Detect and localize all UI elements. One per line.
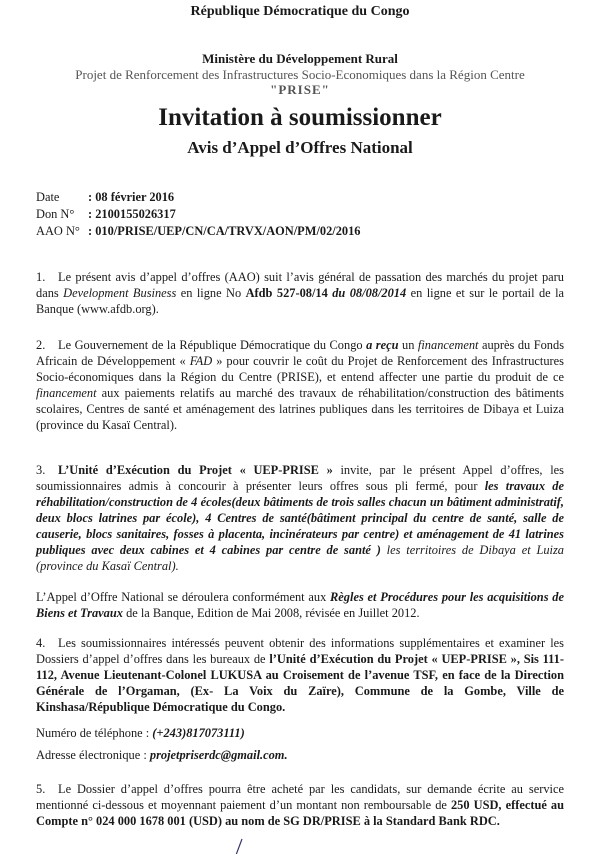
text-run: » pour couvrir le coût du Projet de Renforcement des Infrastructures Socio-économiques dans la Région du Centre (PRISE), et entend affecter une partie du produit de ce (36, 354, 564, 384)
text-run: de la Banque, Edition de Mai 2008, révisée en Juillet 2012. (122, 606, 420, 620)
project-heading: Projet de Renforcement des Infrastructures Socio-Economiques dans la Région Centre (75, 67, 525, 82)
phone-label: Numéro de téléphone : (36, 726, 153, 740)
paragraph-4 (36, 635, 564, 715)
email-link[interactable]: projetpriserdc@gmail.com. (149, 748, 288, 762)
page-title: Invitation à soumissionner (158, 104, 442, 131)
signature-mark-icon (232, 838, 246, 854)
text-run: Le Gouvernement de la République Démocratique du Congo (58, 338, 367, 352)
text-run: 250 USD, effectué au Compte n° 024 000 1678 001 (USD) au nom de SG DR/PRISE à la Standard Bank RDC. (36, 798, 564, 828)
aao-label: AAO N° (36, 224, 80, 238)
paragraph-number: 2. (36, 338, 46, 352)
project-acronym: "PRISE" (270, 82, 330, 97)
text-run: L’Appel d’Offre National se déroulera conformément aux (36, 590, 331, 604)
text-run: invite, par le présent Appel d’offres, les soumissionnaires admis à concourir à présenter leurs offres sous pli fermé, pour (36, 463, 564, 493)
ministry-heading: Ministère du Développement Rural (202, 51, 398, 66)
paragraph-5 (36, 781, 564, 829)
text-run: Development Business (63, 286, 177, 300)
text-run: en ligne No (176, 286, 246, 300)
email-label: Adresse électronique : (36, 748, 150, 762)
text-run: en ligne et sur le portail de la Banque (www.afdb.org). (36, 286, 565, 316)
paragraph-3b (36, 589, 564, 621)
text-run: Le Dossier d’appel d’offres pourra être acheté par les candidats, sur demande écrite au service mentionné ci-dessous et moyennant paiement d’un montant non remboursable de (36, 782, 564, 812)
text-run: Les soumissionnaires intéressés peuvent obtenir des informations supplémentaires et examiner les Dossiers d’appel d’offres dans les bureaux de (36, 636, 564, 666)
email-line (36, 747, 288, 763)
text-run: a reçu (366, 338, 399, 352)
aao-row (36, 223, 361, 239)
text-run: FAD (189, 354, 213, 368)
text-run: financement (417, 338, 479, 352)
text-run: Règles et Procédures pour les acquisitions de Biens et Travaux (36, 590, 564, 620)
date-row (36, 189, 174, 205)
aao-value: : 010/PRISE/UEP/CN/CA/TRVX/AON/PM/02/2016 (88, 224, 361, 238)
don-label: Don N° (36, 207, 75, 221)
republic-heading: République Démocratique du Congo (190, 4, 410, 19)
text-run: les territoires de Dibaya et Luiza (province du Kasaï Central). (36, 543, 565, 573)
phone-line (36, 725, 245, 741)
text-run: un (398, 338, 418, 352)
text-run: financement (36, 386, 97, 400)
text-run: Afdb 527-08/14 (245, 286, 328, 300)
text-run: aux paiements relatifs au marché des travaux de réhabilitation/construction des bâtiments scolaires, Centres de santé et aménagement des latrines publiques dans les territoires de Dibaya et Luiza (province du Kasaï Central). (36, 386, 564, 432)
date-label: Date (36, 190, 60, 204)
paragraph-1 (36, 269, 564, 317)
paragraph-number: 3. (36, 463, 46, 477)
text-run: L’Unité d’Exécution du Projet « UEP-PRISE » (58, 463, 333, 477)
phone-value: (+243)817073111) (152, 726, 245, 740)
text-run: l’Unité d’Exécution du Projet « UEP-PRISE », Sis 111-112, Avenue Lieutenant-Colonel LUKUSA au Croisement de l’avenue TSF, en face de la Direction Générale de l’Orgaman, (Ex- La Voix du Zaïre), Commune de la Gombe, Ville de Kinshasa/République Démocratique du Congo. (36, 652, 564, 714)
date-value: : 08 février 2016 (88, 190, 175, 204)
paragraph-number: 1. (36, 270, 46, 284)
text-run: Le présent avis d’appel d’offres (AAO) suit l’avis général de passation des marchés du projet paru dans (36, 270, 564, 300)
don-value: : 2100155026317 (88, 207, 176, 221)
text-run: du 08/08/2014 (327, 286, 407, 300)
paragraph-number: 4. (36, 636, 46, 650)
paragraph-number: 5. (36, 782, 46, 796)
text-run: auprès du Fonds Africain de Développement « (36, 338, 565, 368)
text-run: les travaux de réhabilitation/construction de 4 écoles(deux bâtiments de trois salles chacun un bâtiment administratif, deux blocs latrines par école), 4 Centres de santé(bâtiment principal du centre de santé, salle de causerie, blocs sanitaires, fosses à placenta, incinérateurs par centre) et aménagement de 41 latrines publiques avec deux cabines et 4 cabines par centre de santé ) (36, 479, 564, 557)
paragraph-2 (36, 337, 564, 433)
page-subtitle: Avis d’Appel d’Offres National (187, 138, 413, 157)
paragraph-3 (36, 462, 564, 574)
don-row (36, 206, 176, 222)
